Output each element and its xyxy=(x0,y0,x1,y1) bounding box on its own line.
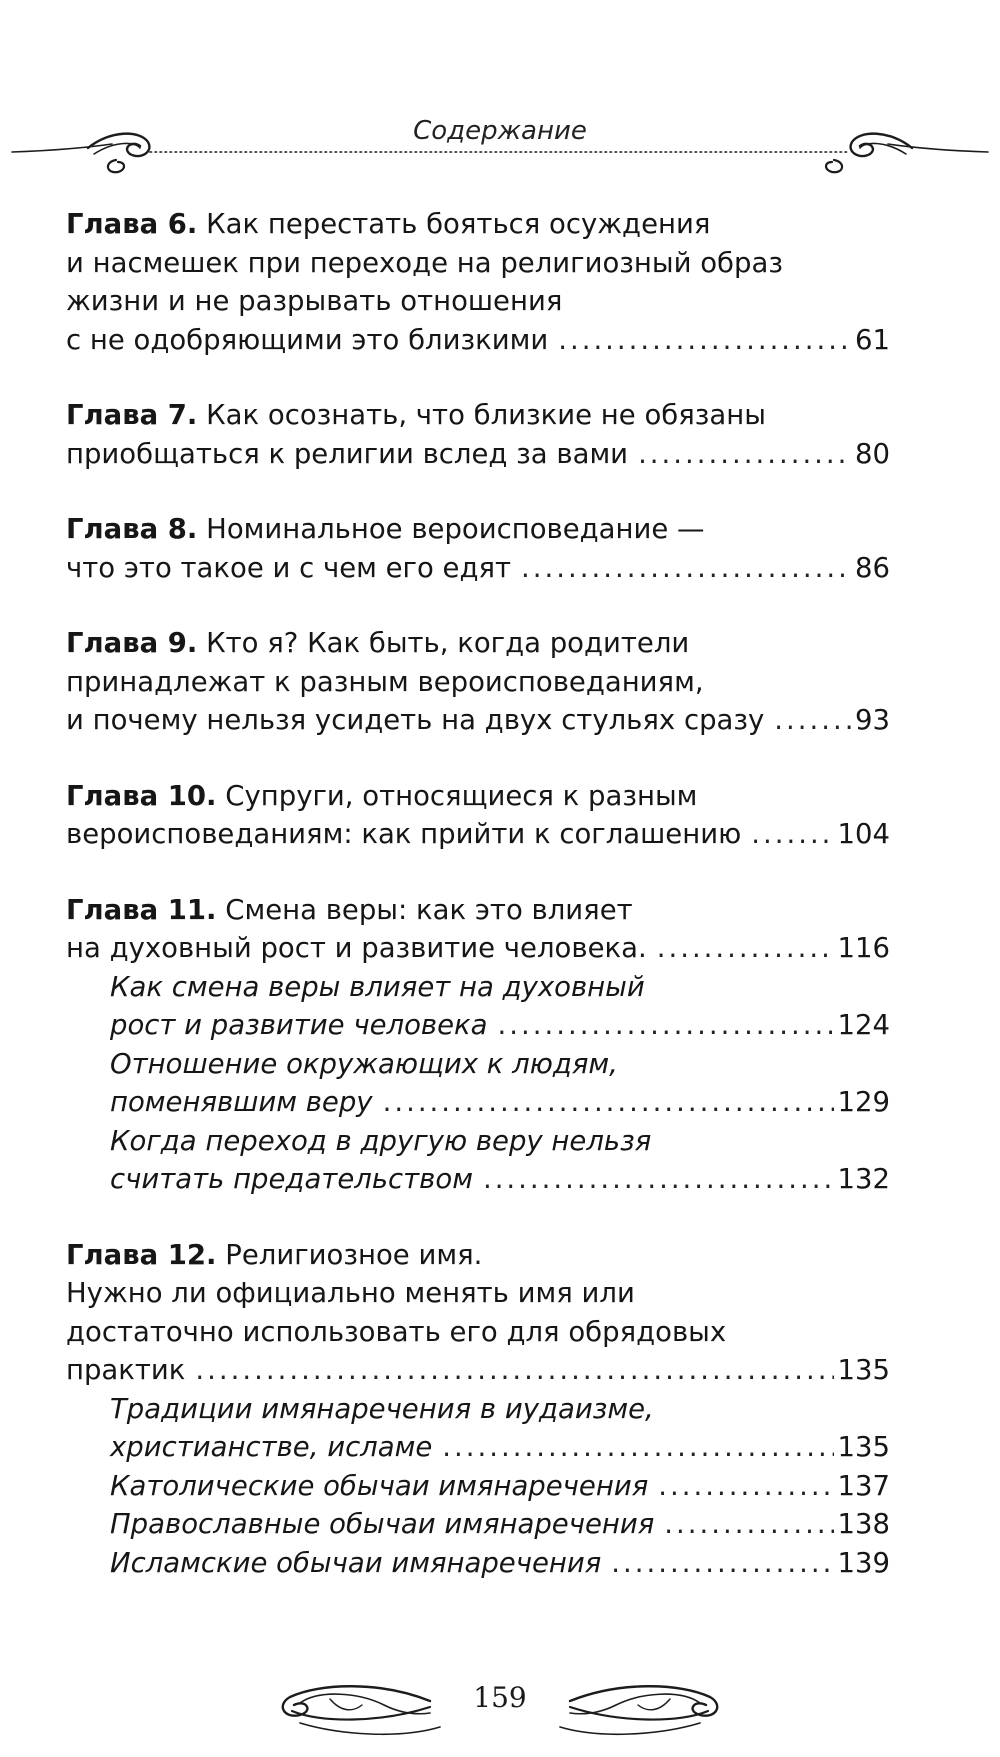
dot-leader xyxy=(383,1083,834,1122)
section-title-text: считать предательством xyxy=(110,1163,473,1195)
chapter-title-text: Как осознать, что близкие не обязаны xyxy=(206,399,766,431)
dot-leader xyxy=(498,1006,834,1045)
toc-entry xyxy=(66,891,890,1199)
chapter-title-text: и почему нельзя усидеть на двух стульях сразу xyxy=(66,704,765,736)
toc-chapter-line xyxy=(66,777,890,816)
toc-chapter-line xyxy=(66,549,890,588)
toc-chapter-line xyxy=(66,435,890,474)
toc-page-number: 61 xyxy=(855,323,890,356)
dot-leader xyxy=(195,1351,833,1390)
toc-page-number: 116 xyxy=(837,932,890,964)
chapter-label: Глава 7. xyxy=(66,399,198,431)
toc-section-line xyxy=(66,1122,890,1161)
chapter-title-text: с не одобряющими это близкими xyxy=(66,323,549,356)
chapter-label: Глава 8. xyxy=(66,513,198,545)
toc-page-number: 86 xyxy=(855,551,890,584)
chapter-label: Глава 12. xyxy=(66,1238,217,1271)
toc-entry xyxy=(66,624,890,740)
chapter-title-text: на духовный рост и развитие человека. xyxy=(66,932,647,964)
toc-chapter-line xyxy=(66,701,890,740)
chapter-title-text: что это такое и с чем его едят xyxy=(66,551,512,584)
chapter-title-text: Как перестать бояться осуждения xyxy=(206,208,711,240)
chapter-title-text: Нужно ли официально менять имя или xyxy=(66,1277,635,1309)
section-title-text: Православные обычаи имянаречения xyxy=(110,1508,655,1540)
dot-leader xyxy=(751,815,833,854)
section-title-text: Как смена веры влияет на духовный xyxy=(110,970,645,1003)
toc-chapter-line xyxy=(66,624,890,663)
section-title-text: поменявшим веру xyxy=(110,1086,373,1118)
dot-leader xyxy=(658,1467,833,1506)
toc-chapter-line xyxy=(66,282,890,321)
toc-page-number: 129 xyxy=(837,1086,890,1118)
dot-leader xyxy=(442,1428,833,1467)
chapter-title-text: Кто я? Как быть, когда родители xyxy=(206,627,690,659)
toc-section-line xyxy=(66,1428,890,1467)
toc-page-number: 132 xyxy=(837,1163,890,1195)
chapter-label: Глава 10. xyxy=(66,779,217,812)
toc-entry xyxy=(66,510,890,587)
toc-chapter-line xyxy=(66,1313,890,1352)
section-title-text: Когда переход в другую веру нельзя xyxy=(110,1124,652,1157)
running-head-title: Содержание xyxy=(413,116,587,146)
toc-chapter-line xyxy=(66,205,890,244)
chapter-title-text: Смена веры: как это влияет xyxy=(225,893,633,926)
toc-page-number: 135 xyxy=(837,1354,890,1386)
chapter-label: Глава 11. xyxy=(66,893,217,926)
toc-chapter-line xyxy=(66,1351,890,1390)
toc-chapter-line xyxy=(66,663,890,702)
chapter-title-text: Супруги, относящиеся к разным xyxy=(225,779,698,812)
toc-section-line xyxy=(66,1390,890,1429)
chapter-label: Глава 9. xyxy=(66,627,198,659)
toc-section-line xyxy=(66,1083,890,1122)
toc-section-line xyxy=(66,1544,890,1583)
toc-entry xyxy=(66,205,890,359)
table-of-contents xyxy=(66,205,890,1619)
chapter-title-text: практик xyxy=(66,1354,186,1386)
toc-section-line xyxy=(66,1006,890,1045)
chapter-title-text: достаточно использовать его для обрядовых xyxy=(66,1315,727,1348)
toc-chapter-line xyxy=(66,891,890,930)
toc-section-line xyxy=(66,1467,890,1506)
chapter-title-text: Номинальное вероисповедание — xyxy=(206,513,705,545)
dot-leader xyxy=(774,701,851,740)
toc-page-number: 139 xyxy=(837,1546,890,1579)
section-title-text: Католические обычаи имянаречения xyxy=(110,1469,649,1502)
chapter-title-text: жизни и не разрывать отношения xyxy=(66,285,563,317)
toc-section-line xyxy=(66,1505,890,1544)
toc-section-line xyxy=(66,1045,890,1084)
dot-leader xyxy=(638,435,851,474)
dot-leader xyxy=(558,321,851,360)
toc-chapter-line xyxy=(66,815,890,854)
toc-page-number: 93 xyxy=(855,704,890,736)
toc-chapter-line xyxy=(66,1236,890,1275)
dot-leader xyxy=(657,929,834,968)
page-footer xyxy=(0,1675,1000,1745)
chapter-label: Глава 6. xyxy=(66,208,198,240)
toc-page-number: 104 xyxy=(837,818,890,850)
toc-section-line xyxy=(66,1160,890,1199)
toc-chapter-line xyxy=(66,929,890,968)
dot-leader xyxy=(521,549,851,588)
section-title-text: Традиции имянаречения в иудаизме, xyxy=(110,1392,654,1425)
section-title-text: рост и развитие человека xyxy=(110,1009,488,1041)
toc-chapter-line xyxy=(66,510,890,549)
chapter-title-text: и насмешек при переходе на религиозный образ xyxy=(66,246,783,279)
toc-section-line xyxy=(66,968,890,1007)
toc-chapter-line xyxy=(66,1274,890,1313)
dot-leader xyxy=(483,1160,834,1199)
chapter-title-text: принадлежат к разным вероисповеданиям, xyxy=(66,665,704,698)
dot-leader xyxy=(611,1544,833,1583)
toc-page-number: 138 xyxy=(837,1508,890,1540)
chapter-title-text: вероисповеданиям: как прийти к соглашению xyxy=(66,818,742,850)
page-number: 159 xyxy=(473,1681,527,1714)
section-title-text: Исламские обычаи имянаречения xyxy=(110,1546,602,1579)
toc-page-number: 135 xyxy=(837,1431,890,1463)
toc-chapter-line xyxy=(66,244,890,283)
toc-page-number: 80 xyxy=(855,437,890,470)
dot-leader xyxy=(664,1505,833,1544)
chapter-title-text: Религиозное имя. xyxy=(225,1238,483,1271)
toc-chapter-line xyxy=(66,321,890,360)
toc-chapter-line xyxy=(66,396,890,435)
running-head xyxy=(0,108,1000,178)
toc-page-number: 137 xyxy=(837,1469,890,1502)
toc-page-number: 124 xyxy=(837,1009,890,1041)
toc-entry xyxy=(66,396,890,473)
toc-entry xyxy=(66,777,890,854)
section-title-text: Отношение окружающих к людям, xyxy=(110,1047,618,1080)
section-title-text: христианстве, исламе xyxy=(110,1431,433,1463)
toc-entry xyxy=(66,1236,890,1583)
chapter-title-text: приобщаться к религии вслед за вами xyxy=(66,437,629,470)
